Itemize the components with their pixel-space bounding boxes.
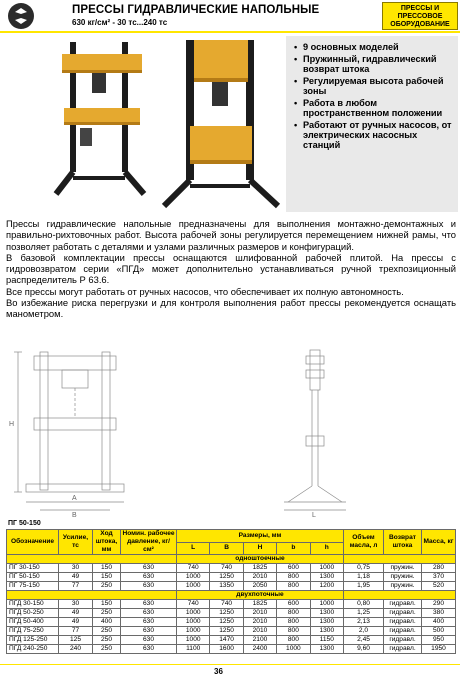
table-cell: 630	[121, 600, 177, 609]
col-dims: Размеры, мм	[177, 530, 344, 543]
table-row	[7, 564, 456, 573]
table-cell: ПГД 75-250	[7, 627, 59, 636]
section-label: одноштоечные	[177, 555, 344, 564]
table-cell: 630	[121, 609, 177, 618]
col-h: h	[310, 542, 343, 555]
table-cell: 520	[422, 582, 456, 591]
table-cell: 1250	[210, 609, 243, 618]
table-cell: 2010	[243, 609, 276, 618]
description-paragraph: Во избежание риска перегрузки и для контроля выполнения работ прессы рекомендуется оснащать манометром.	[6, 297, 456, 320]
table-row	[7, 600, 456, 609]
dim-label-l: L	[312, 512, 316, 518]
table-cell: ПГД 50-400	[7, 618, 59, 627]
table-cell: ПГ 30-150	[7, 564, 59, 573]
section-spacer	[344, 591, 456, 600]
table-cell: ПГ 50-150	[7, 573, 59, 582]
table-cell: 1000	[177, 636, 210, 645]
table-cell: ПГД 240-250	[7, 645, 59, 654]
table-cell: 1825	[243, 600, 276, 609]
table-cell: гидравл.	[384, 600, 422, 609]
table-cell: 77	[59, 582, 93, 591]
table-cell: 1300	[310, 627, 343, 636]
table-cell: 1350	[210, 582, 243, 591]
table-cell: 380	[422, 609, 456, 618]
table-cell: 1000	[177, 618, 210, 627]
table-cell: ПГД 30-150	[7, 600, 59, 609]
table-row	[7, 618, 456, 627]
table-cell: 370	[422, 573, 456, 582]
table-cell: 2010	[243, 618, 276, 627]
table-row	[7, 636, 456, 645]
table-cell: ПГД 50-250	[7, 609, 59, 618]
col-designation: Обозначение	[7, 530, 59, 555]
dim-label-a: A	[72, 495, 77, 502]
col-pressure: Номин. рабочее давление, кг/см²	[122, 530, 175, 553]
table-cell: 1825	[243, 564, 276, 573]
table-cell: 400	[422, 618, 456, 627]
col-force: Усилие, тс	[59, 530, 93, 555]
table-cell: 600	[277, 600, 310, 609]
table-cell: 740	[177, 564, 210, 573]
table-cell: 740	[210, 564, 243, 573]
table-cell: 1950	[422, 645, 456, 654]
section-label: двухпоточные	[177, 591, 344, 600]
table-cell: 2010	[243, 627, 276, 636]
table-cell: пружин.	[384, 573, 422, 582]
table-cell: 1000	[177, 609, 210, 618]
table-row	[7, 627, 456, 636]
table-section-row	[7, 555, 456, 564]
section-spacer	[7, 591, 177, 600]
table-row	[7, 573, 456, 582]
category-badge	[382, 2, 458, 30]
table-cell: 0,80	[344, 600, 384, 609]
table-cell: гидравл.	[384, 645, 422, 654]
table-cell: пружин.	[384, 582, 422, 591]
front-view-drawing	[6, 346, 166, 518]
section-spacer	[7, 555, 177, 564]
col-B: B	[210, 542, 243, 555]
table-row	[7, 645, 456, 654]
header-divider	[0, 31, 460, 33]
table-cell: 250	[93, 582, 121, 591]
description-paragraph: Все прессы могут работать от ручных насосов, что обеспечивает их полную автономность.	[6, 285, 404, 297]
table-cell: 9,60	[344, 645, 384, 654]
footer-divider	[0, 664, 460, 665]
table-cell: 150	[93, 564, 121, 573]
table-cell: 800	[277, 618, 310, 627]
description	[6, 218, 456, 320]
table-cell: 1,18	[344, 573, 384, 582]
table-cell: 1100	[177, 645, 210, 654]
table-cell: 77	[59, 627, 93, 636]
table-cell: 250	[93, 636, 121, 645]
table-cell: 400	[93, 618, 121, 627]
description-paragraph: В базовой комплектации прессы оснащаются шлифованной рабочей плитой. На прессы с гидровозвратом серии «ПГД» может дополнительно устанавливаться ручной трехпозиционный распределитель Р 63.6.	[6, 251, 456, 286]
table-cell: пружин.	[384, 564, 422, 573]
table-cell: 950	[422, 636, 456, 645]
table-cell: 1,95	[344, 582, 384, 591]
dim-label-h: H	[9, 421, 15, 428]
table-cell: 30	[59, 600, 93, 609]
press-photo-double	[160, 38, 286, 214]
table-cell: 250	[93, 645, 121, 654]
page-header	[0, 0, 460, 34]
table-cell: 1000	[310, 564, 343, 573]
feature-item: • Работают от ручных насосов, от электрических насосных станций	[294, 120, 454, 150]
table-cell: 1300	[310, 573, 343, 582]
table-cell: гидравл.	[384, 618, 422, 627]
table-cell: 280	[422, 564, 456, 573]
table-cell: 1000	[177, 627, 210, 636]
table-cell: 800	[277, 609, 310, 618]
side-view-drawing	[270, 346, 360, 518]
page-number: 36	[214, 667, 223, 676]
table-cell: 150	[93, 573, 121, 582]
table-cell: 1000	[277, 645, 310, 654]
table-cell: 630	[121, 645, 177, 654]
table-cell: 800	[277, 627, 310, 636]
col-oil: Объем масла, л	[344, 530, 384, 555]
table-cell: 1,25	[344, 609, 384, 618]
page-subtitle: 630 кг/см² - 30 тс...240 тс	[72, 18, 168, 27]
table-cell: 2,13	[344, 618, 384, 627]
table-cell: 630	[121, 618, 177, 627]
table-cell: ПГД 125-250	[7, 636, 59, 645]
col-L: L	[177, 542, 210, 555]
table-section-row	[7, 591, 456, 600]
category-line-1: ПРЕССЫ И	[400, 5, 440, 12]
table-cell: гидравл.	[384, 636, 422, 645]
table-cell: 740	[210, 600, 243, 609]
table-cell: 125	[59, 636, 93, 645]
table-cell: 250	[93, 627, 121, 636]
company-logo	[8, 3, 34, 29]
page-title: ПРЕССЫ ГИДРАВЛИЧЕСКИЕ НАПОЛЬНЫЕ	[72, 4, 320, 16]
table-cell: 1250	[210, 573, 243, 582]
table-cell: 630	[121, 573, 177, 582]
col-stroke: Ход штока, мм	[93, 530, 121, 555]
feature-item: • Работа в любом пространственном положении	[294, 98, 454, 118]
category-line-2: ПРЕССОВОЕ	[397, 13, 443, 20]
table-cell: ПГ 75-150	[7, 582, 59, 591]
col-H: H	[243, 542, 276, 555]
table-cell: 49	[59, 609, 93, 618]
table-row	[7, 582, 456, 591]
table-cell: 2100	[243, 636, 276, 645]
table-cell: 2010	[243, 573, 276, 582]
features-box	[286, 36, 458, 212]
table-cell: 1300	[310, 618, 343, 627]
table-cell: 740	[177, 600, 210, 609]
table-cell: 630	[121, 627, 177, 636]
table-cell: 1000	[310, 600, 343, 609]
table-cell: гидравл.	[384, 627, 422, 636]
table-cell: 1200	[310, 582, 343, 591]
table-cell: 800	[277, 582, 310, 591]
feature-item: • Пружинный, гидравлический возврат штока	[294, 54, 454, 74]
features-list	[294, 42, 454, 150]
feature-item: • 9 основных моделей	[294, 42, 454, 52]
table-cell: 1470	[210, 636, 243, 645]
press-photo-single	[52, 38, 152, 210]
table-cell: 49	[59, 618, 93, 627]
table-cell: 1300	[310, 609, 343, 618]
table-cell: 800	[277, 636, 310, 645]
table-cell: 1600	[210, 645, 243, 654]
table-cell: 630	[121, 564, 177, 573]
table-cell: 800	[277, 573, 310, 582]
table-cell: 1300	[310, 645, 343, 654]
description-paragraph: Прессы гидравлические напольные предназначены для выполнения монтажно-демонтажных и правильно-рихтовочных работ. Высота рабочей зоны регулируется перемещением нижней рамы, что позволяет работать с деталями и узлами различных размеров и конфигураций.	[6, 218, 456, 252]
table-cell: 500	[422, 627, 456, 636]
table-cell: 600	[277, 564, 310, 573]
dim-label-b: B	[72, 512, 77, 518]
drawing-model-caption: ПГ 50-150	[8, 520, 41, 527]
spec-table	[6, 529, 456, 654]
table-cell: 250	[93, 609, 121, 618]
table-cell: 0,75	[344, 564, 384, 573]
table-cell: 49	[59, 573, 93, 582]
table-cell: 1150	[310, 636, 343, 645]
category-line-3: ОБОРУДОВАНИЕ	[390, 21, 450, 28]
table-row	[7, 609, 456, 618]
table-cell: 630	[121, 636, 177, 645]
table-cell: 630	[121, 582, 177, 591]
table-cell: гидравл.	[384, 609, 422, 618]
table-cell: 2050	[243, 582, 276, 591]
table-cell: 2,45	[344, 636, 384, 645]
table-cell: 1000	[177, 582, 210, 591]
table-cell: 1250	[210, 627, 243, 636]
table-cell: 2,0	[344, 627, 384, 636]
table-cell: 30	[59, 564, 93, 573]
table-cell: 240	[59, 645, 93, 654]
col-b: b	[277, 542, 310, 555]
table-cell: 2400	[243, 645, 276, 654]
table-cell: 1000	[177, 573, 210, 582]
table-cell: 1250	[210, 618, 243, 627]
feature-item: • Регулируемая высота рабочей зоны	[294, 76, 454, 96]
section-spacer	[344, 555, 456, 564]
table-cell: 150	[93, 600, 121, 609]
table-cell: 290	[422, 600, 456, 609]
col-return: Возврат штока	[384, 530, 422, 555]
col-mass: Масса, кг	[422, 530, 456, 555]
